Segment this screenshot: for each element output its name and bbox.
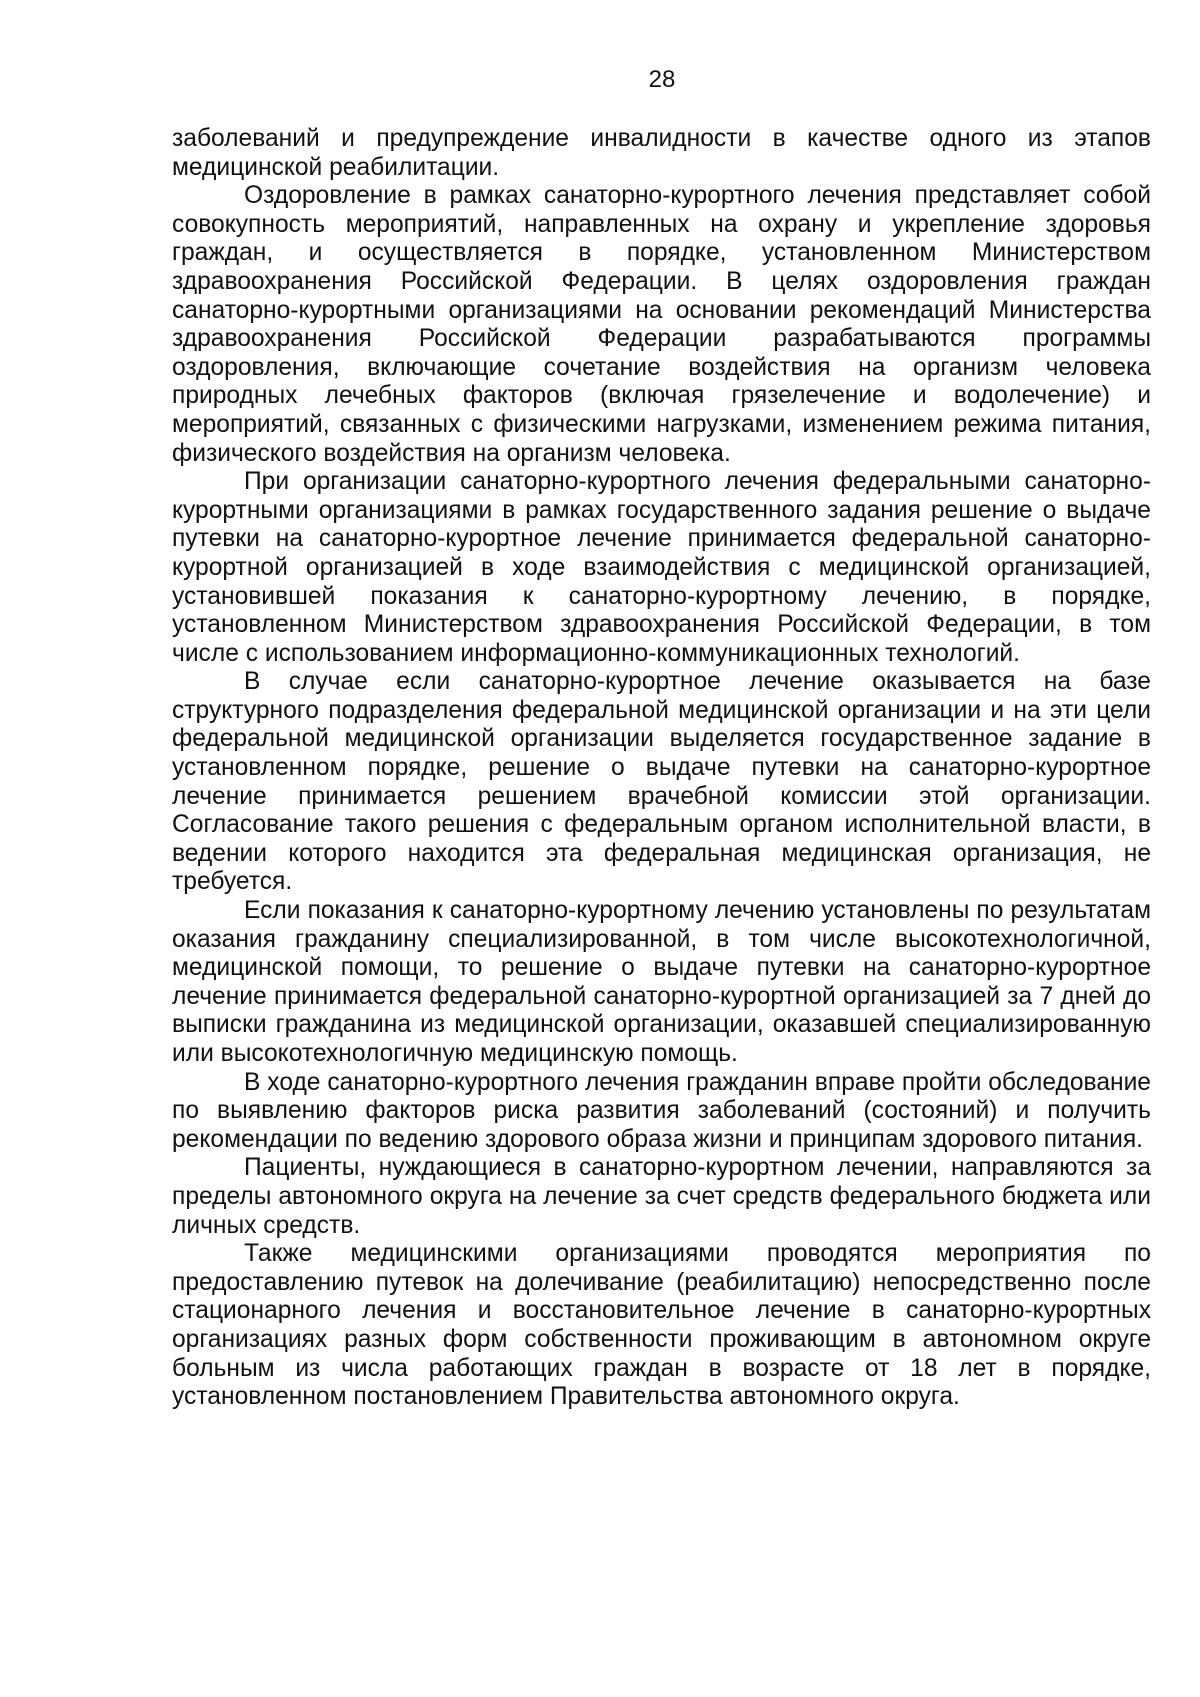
paragraph-specialized-care: Если показания к санаторно-курортному лечению установлены по результатам оказания гражданину специализированной, в том числе высокотехнологичной, медицинской помощи, то решение о выдаче путевки на санаторно-курортное лечение принимается федеральной санаторно-курортной организацией за 7 дней до выписки гражданина из медицинской организации, оказавшей специализированную или высокотехнологичную медицинскую помощь. <box>172 897 1151 1067</box>
paragraph-referral-outside-region: Пациенты, нуждающиеся в санаторно-курортном лечении, направляются за пределы автономного округа на лечение за счет средств федерального бюджета или личных средств. <box>172 1154 1151 1239</box>
paragraph-continued: заболеваний и предупреждение инвалидности в качестве одного из этапов медицинской реабилитации. <box>172 125 1151 181</box>
document-body <box>172 125 1151 1412</box>
page-number: 28 <box>648 66 676 93</box>
paragraph-rehabilitation-vouchers: Также медицинскими организациями проводятся мероприятия по предоставлению путевок на долечивание (реабилитацию) непосредственно после стационарного лечения и восстановительное лечение в санаторно-курортных организациях разных форм собственности проживающим в автономном округе больным из числа работающих граждан в возрасте от 18 лет в порядке, установленном постановлением Правительства автономного округа. <box>172 1240 1151 1411</box>
paragraph-risk-screening: В ходе санаторно-курортного лечения гражданин вправе пройти обследование по выявлению факторов риска развития заболеваний (состояний) и получить рекомендации по ведению здорового образа жизни и принципам здорового питания. <box>172 1068 1151 1153</box>
paragraph-health-improvement: Оздоровление в рамках санаторно-курортного лечения представляет собой совокупность мероприятий, направленных на охрану и укрепление здоровья граждан, и осуществляется в порядке, установленном Министерством здравоохранения Российской Федерации. В целях оздоровления граждан санаторно-курортными организациями на основании рекомендаций Министерства здравоохранения Российской Федерации разрабатываются программы оздоровления, включающие сочетание воздействия на организм человека природных лечебных факторов (включая грязелечение и водолечение) и мероприятий, связанных с физическими нагрузками, изменением режима питания, физического воздействия на организм человека. <box>172 182 1151 467</box>
paragraph-federal-organization: При организации санаторно-курортного лечения федеральными санаторно-курортными организациями в рамках государственного задания решение о выдаче путевки на санаторно-курортное лечение принимается федеральной санаторно-курортной организацией в ходе взаимодействия с медицинской организацией, установившей показания к санаторно-курортному лечению, в порядке, установленном Министерством здравоохранения Российской Федерации, в том числе с использованием информационно-коммуникационных технологий. <box>172 468 1151 667</box>
paragraph-structural-division: В случае если санаторно-курортное лечение оказывается на базе структурного подразделения федеральной медицинской организации и на эти цели федеральной медицинской организации выделяется государственное задание в установленном порядке, решение о выдаче путевки на санаторно-курортное лечение принимается решением врачебной комиссии этой организации. Согласование такого решения с федеральным органом исполнительной власти, в ведении которого находится эта федеральная медицинская организация, не требуется. <box>172 668 1151 896</box>
